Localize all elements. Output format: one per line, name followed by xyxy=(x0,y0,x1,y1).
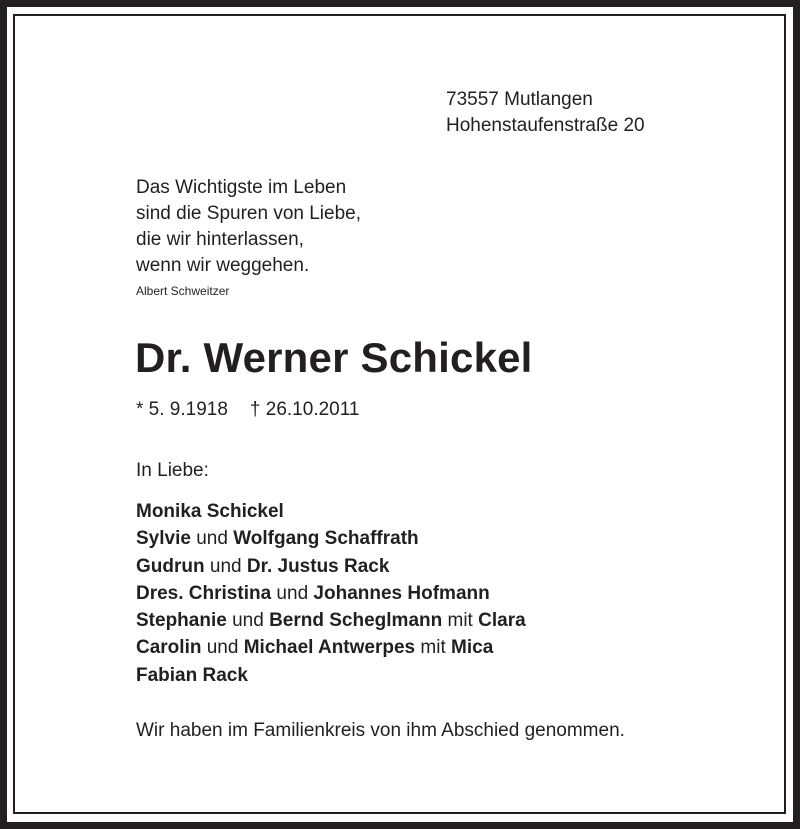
mourner-name: Mica xyxy=(451,637,494,659)
mourner-name: Monika Schickel xyxy=(136,501,284,522)
deceased-name: Dr. Werner Schickel xyxy=(135,334,533,381)
mourner-name: Sylvie xyxy=(136,528,191,550)
mourner-connector: mit xyxy=(415,637,452,659)
address-block xyxy=(446,87,645,139)
mourner-name: Bernd Scheglmann xyxy=(269,610,443,632)
mourner-connector: und xyxy=(226,610,270,632)
mourner-name: Johannes Hofmann xyxy=(313,582,490,604)
death-date: † 26.10.2011 xyxy=(249,399,360,420)
quote-block xyxy=(136,175,361,279)
mourner-name: Fabian Rack xyxy=(136,664,248,686)
quote-line: sind die Spuren von Liebe, xyxy=(136,203,361,224)
mourner-row xyxy=(136,498,526,525)
mourner-name: Clara xyxy=(478,610,526,632)
mourners-list xyxy=(136,498,526,689)
mourner-name: Dres. Christina xyxy=(136,582,272,604)
quote-line: Das Wichtigste im Leben xyxy=(136,177,347,198)
quote-line: die wir hinterlassen, xyxy=(136,229,304,250)
quote-line: wenn wir weggehen. xyxy=(136,255,310,276)
mourner-connector: und xyxy=(201,637,244,659)
birth-date: * 5. 9.1918 xyxy=(136,399,228,420)
mourner-row xyxy=(136,662,526,689)
mourner-name: Dr. Justus Rack xyxy=(246,555,390,577)
mourner-connector: und xyxy=(271,582,314,604)
life-dates xyxy=(136,398,359,422)
inner-border xyxy=(13,14,786,814)
mourner-row xyxy=(136,634,526,661)
mourner-name: Stephanie xyxy=(136,610,227,632)
mourner-name: Michael Antwerpes xyxy=(243,637,416,659)
mourner-row xyxy=(136,580,526,607)
mourner-row xyxy=(136,553,526,580)
address-street: Hohenstaufenstraße 20 xyxy=(446,115,645,136)
mourner-connector: und xyxy=(190,528,234,550)
quote-author: Albert Schweitzer xyxy=(136,284,230,298)
mourner-name: Wolfgang Schaffrath xyxy=(233,528,419,550)
mourner-connector: und xyxy=(204,555,247,577)
mourner-name: Carolin xyxy=(136,637,202,659)
mourner-row xyxy=(136,607,526,634)
mourner-name: Gudrun xyxy=(136,555,205,577)
closing-statement: Wir haben im Familienkreis von ihm Abschied genommen. xyxy=(136,720,625,741)
address-city: 73557 Mutlangen xyxy=(446,89,593,110)
mourner-row xyxy=(136,525,526,552)
mourner-connector: mit xyxy=(442,610,479,632)
mourners-intro: In Liebe: xyxy=(136,460,209,481)
